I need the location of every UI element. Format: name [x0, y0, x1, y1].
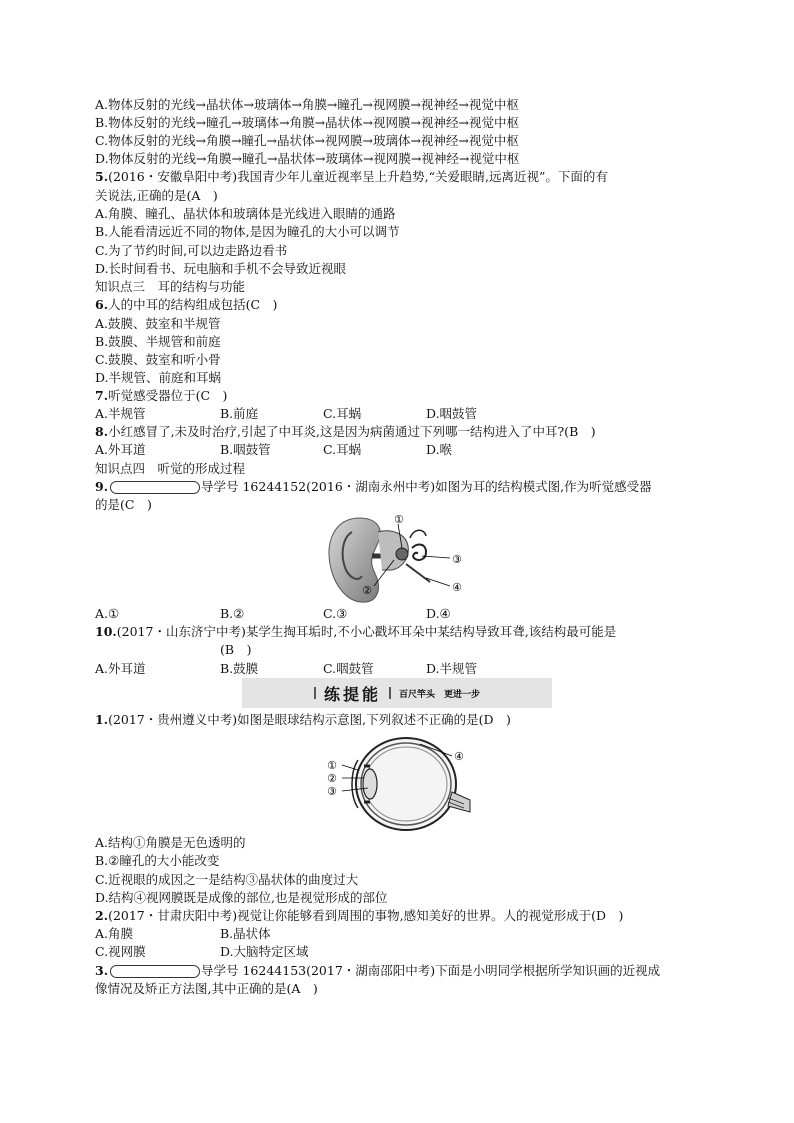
p1-option-c: C.近视眼的成因之一是结构③晶状体的曲度过大: [95, 872, 359, 887]
q9-option-d: D.④: [426, 606, 451, 621]
p3-stem-line1: 导学号 16244153(2017・湖南邵阳中考)下面是小明同学根据所学知识画的近视成: [201, 963, 661, 978]
q4-option-c: C.物体反射的光线→角膜→瞳孔→晶状体→视网膜→玻璃体→视神经→视觉中枢: [95, 133, 519, 148]
p2-stem: [95, 907, 623, 925]
band-divider-right: [389, 687, 391, 699]
q9-option-b: B.②: [220, 606, 245, 621]
q10-stem: [95, 623, 616, 641]
knowledge-point-4: 知识点四 听觉的形成过程: [95, 461, 246, 476]
lens: [363, 769, 377, 799]
q5-option-d: D.长时间看书、玩电脑和手机不会导致近视眼: [95, 261, 347, 276]
p2-number: 2.: [95, 908, 109, 923]
q8-option-c: C.耳蜗: [323, 442, 362, 457]
q7-number: 7.: [95, 388, 109, 403]
q5-stem: [95, 168, 608, 186]
q10-text: (2017・山东济宁中考)某学生掏耳垢时,不小心戳坏耳朵中某结构导致耳聋,该结构最可能是: [116, 624, 617, 639]
q8-option-d: D.喉: [426, 442, 453, 457]
p2-option-d: D.大脑特定区域: [220, 944, 309, 959]
p3-number: 3.: [95, 963, 109, 978]
q8-option-a: A.外耳道: [95, 442, 146, 457]
q8-number: 8.: [95, 424, 109, 439]
q6-text: 人的中耳的结构组成包括(C ): [108, 297, 278, 312]
p1-stem: [95, 711, 511, 729]
q6-option-a: A.鼓膜、鼓室和半规管: [95, 316, 221, 331]
q5-option-c: C.为了节约时间,可以边走路边看书: [95, 243, 288, 258]
q9-stem-line2: 的是(C ): [95, 497, 152, 512]
q7-option-a: A.半规管: [95, 406, 146, 421]
q10-option-c: C.咽鼓管: [323, 661, 374, 676]
q4-option-b: B.物体反射的光线→瞳孔→玻璃体→角膜→晶状体→视网膜→视神经→视觉中枢: [95, 115, 519, 130]
q5-option-a: A.角膜、瞳孔、晶状体和玻璃体是光线进入眼睛的通路: [95, 206, 396, 221]
q6-option-c: C.鼓膜、鼓室和听小骨: [95, 352, 221, 367]
p1-option-d: D.结构④视网膜既是成像的部位,也是视觉形成的部位: [95, 890, 388, 905]
p1-number: 1.: [95, 712, 109, 727]
p3-stem-line2: 像情况及矫正方法图,其中正确的是(A ): [95, 981, 318, 996]
q4-option-d: D.物体反射的光线→角膜→瞳孔→晶状体→玻璃体→视网膜→视神经→视觉中枢: [95, 151, 520, 166]
q8-stem: [95, 423, 596, 441]
cochlea: [412, 545, 426, 560]
q6-option-d: D.半规管、前庭和耳蜗: [95, 370, 222, 385]
q9-option-a: A.①: [95, 606, 120, 621]
q9-option-c: C.③: [323, 606, 348, 621]
ear-diagram: [322, 512, 472, 608]
p1-text: (2017・贵州遵义中考)如图是眼球结构示意图,下列叙述不正确的是(D ): [108, 712, 511, 727]
outer-ear-shape: [329, 518, 380, 602]
p2-option-a: A.角膜: [95, 926, 134, 941]
eye-label-4: ④: [454, 750, 464, 763]
eye-label-2: ②: [327, 772, 337, 785]
ear-label-2: ②: [362, 584, 372, 597]
semicircular-canals: [410, 530, 426, 538]
q7-text: 听觉感受器位于(C ): [108, 388, 228, 403]
p1-option-b: B.②瞳孔的大小能改变: [95, 853, 220, 868]
ear-label-4: ④: [452, 581, 462, 594]
guide-number-badge-2: [110, 965, 200, 978]
p2-text: (2017・甘肃庆阳中考)视觉让你能够看到周围的事物,感知美好的世界。人的视觉形成于(D ): [108, 908, 624, 923]
q5-stem-line2: 关说法,正确的是(A ): [95, 188, 218, 203]
ear-label-1: ①: [394, 513, 404, 526]
q7-stem: [95, 387, 227, 405]
section-header-band: [242, 678, 552, 708]
q10-number: 10.: [95, 624, 117, 639]
knowledge-point-3: 知识点三 耳的结构与功能: [95, 279, 246, 294]
q9-number: 9.: [95, 479, 109, 494]
section-title: 练提能: [323, 684, 381, 704]
eustachian-tube: [406, 564, 430, 582]
q9-stem-line1: 导学号 16244152(2016・湖南永州中考)如图为耳的结构模式图,作为听觉感受器: [201, 479, 652, 494]
q10-option-a: A.外耳道: [95, 661, 146, 676]
q7-option-b: B.前庭: [220, 406, 259, 421]
guide-number-badge: [110, 481, 200, 494]
eye-diagram: [324, 730, 474, 836]
q10-option-d: D.半规管: [426, 661, 478, 676]
q6-option-b: B.鼓膜、半规管和前庭: [95, 334, 221, 349]
band-divider-left: [314, 687, 316, 699]
q5-number: 5.: [95, 169, 109, 184]
eye-label-1: ①: [327, 759, 337, 772]
q5-option-b: B.人能看清远近不同的物体,是因为瞳孔的大小可以调节: [95, 224, 400, 239]
p1-option-a: A.结构①角膜是无色透明的: [95, 835, 246, 850]
p2-option-c: C.视网膜: [95, 944, 146, 959]
q10-answer: (B ): [220, 642, 252, 657]
q5-text: (2016・安徽阜阳中考)我国青少年儿童近视率呈上升趋势,“关爱眼睛,远离近视”。下面的有: [108, 169, 608, 184]
q7-option-d: D.咽鼓管: [426, 406, 478, 421]
section-subtitle: 百尺竿头 更进一步: [399, 689, 481, 700]
ear-label-3: ③: [452, 553, 462, 566]
q8-text: 小红感冒了,未及时治疗,引起了中耳炎,这是因为病菌通过下列哪一结构进入了中耳?(B ): [108, 424, 596, 439]
eye-label-3: ③: [327, 785, 337, 798]
q4-option-a: A.物体反射的光线→晶状体→玻璃体→角膜→瞳孔→视网膜→视神经→视觉中枢: [95, 97, 519, 112]
q6-number: 6.: [95, 297, 109, 312]
q8-option-b: B.咽鼓管: [220, 442, 271, 457]
q6-stem: [95, 296, 277, 314]
p2-option-b: B.晶状体: [220, 926, 271, 941]
q7-option-c: C.耳蜗: [323, 406, 362, 421]
q10-option-b: B.鼓膜: [220, 661, 259, 676]
